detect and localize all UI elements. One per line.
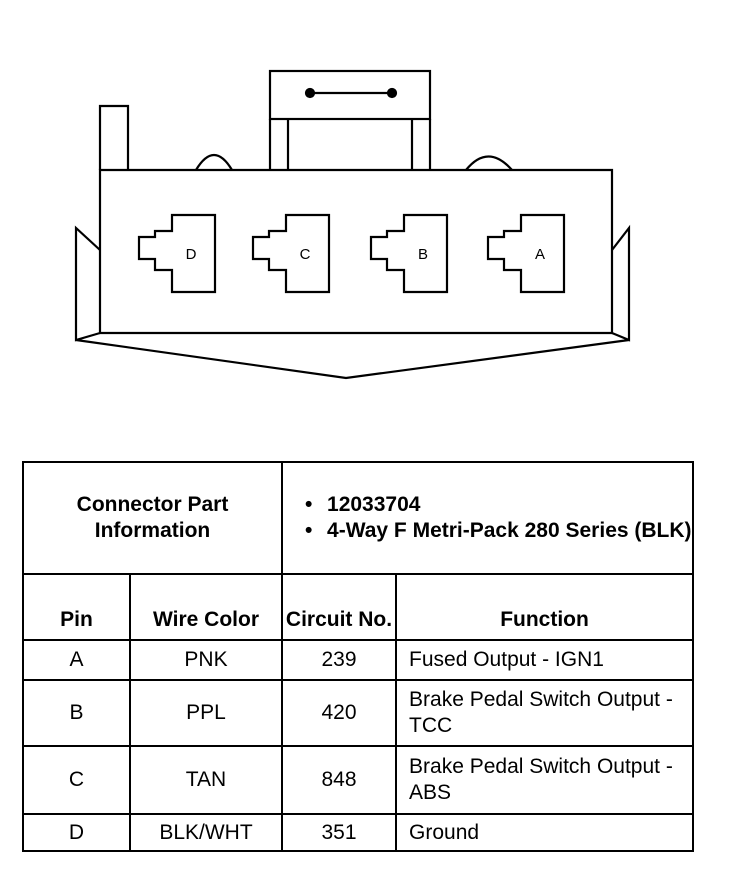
- cavity-label: A: [534, 246, 546, 263]
- function-cell: Brake Pedal Switch Output - ABS: [396, 746, 693, 814]
- part-number: • 12033704: [327, 492, 692, 518]
- connector-description: • 4-Way F Metri-Pack 280 Series (BLK): [327, 518, 692, 544]
- cavity-label: D: [185, 246, 197, 263]
- header-pin: Pin: [23, 574, 130, 640]
- circuit-cell: 848: [282, 746, 396, 814]
- part-info-title: Connector Part Information: [23, 462, 282, 574]
- part-info-cell: [282, 462, 693, 574]
- pin-cell: D: [23, 814, 130, 851]
- wire-color-cell: TAN: [130, 746, 282, 814]
- wire-color-cell: PNK: [130, 640, 282, 680]
- part-info-list: [283, 492, 692, 543]
- connector-left-post: [100, 106, 128, 170]
- function-cell: Brake Pedal Switch Output - TCC: [396, 680, 693, 746]
- cavity-label: C: [299, 246, 311, 263]
- pin-cell: B: [23, 680, 130, 746]
- cavity-b: [371, 215, 447, 292]
- function-cell: Fused Output - IGN1: [396, 640, 693, 680]
- connector-bottom-wedge: [76, 340, 629, 378]
- table-row: [23, 680, 693, 746]
- circuit-cell: 239: [282, 640, 396, 680]
- connector-left-ear: [76, 228, 100, 340]
- circuit-cell: 420: [282, 680, 396, 746]
- circuit-cell: 351: [282, 814, 396, 851]
- cavity-outline: [139, 215, 215, 292]
- table-row: [23, 814, 693, 851]
- cavity-outline: [488, 215, 564, 292]
- connector-bump-right: [466, 157, 512, 171]
- cavity-label: B: [417, 246, 429, 263]
- connector-right-ear: [612, 228, 629, 340]
- function-cell: Ground: [396, 814, 693, 851]
- cavity-outline: [253, 215, 329, 292]
- connector-latch: [270, 71, 430, 170]
- header-circuit-no: Circuit No.: [282, 574, 396, 640]
- cavity-d: [139, 215, 215, 292]
- header-function: Function: [396, 574, 693, 640]
- pinout-table: [22, 461, 694, 852]
- cavity-c: [253, 215, 329, 292]
- connector-bump-left: [196, 155, 232, 170]
- cavity-a: [488, 215, 564, 292]
- wire-color-cell: BLK/WHT: [130, 814, 282, 851]
- cavity-outline: [371, 215, 447, 292]
- wire-color-cell: PPL: [130, 680, 282, 746]
- table-row: [23, 640, 693, 680]
- pin-cell: A: [23, 640, 130, 680]
- header-wire-color: Wire Color: [130, 574, 282, 640]
- pin-cell: C: [23, 746, 130, 814]
- table-row: [23, 746, 693, 814]
